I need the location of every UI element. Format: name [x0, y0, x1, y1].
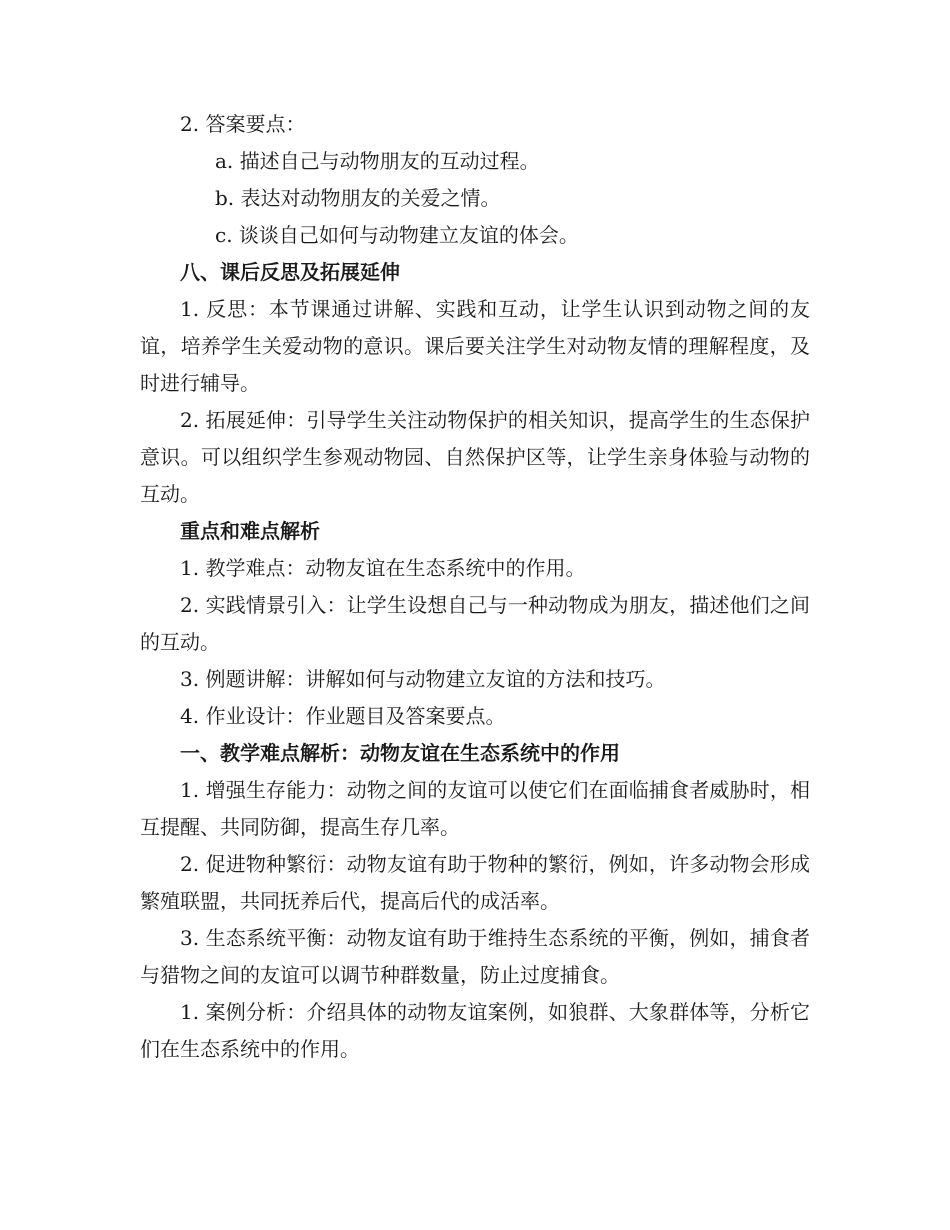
analysis-point-2: 2. 促进物种繁衍：动物友谊有助于物种的繁衍，例如，许多动物会形成繁殖联盟，共同抚养后代，提高后代的成活率。	[140, 852, 810, 913]
paragraph-reflection: 1. 反思：本节课通过讲解、实践和互动，让学生认识到动物之间的友谊，培养学生关爱动物的意识。课后要关注学生对动物友情的理解程度，及时进行辅导。	[140, 297, 810, 395]
paragraph-extension: 2. 拓展延伸：引导学生关注动物保护的相关知识，提高学生的生态保护意识。可以组织学生参观动物园、自然保护区等，让学生亲身体验与动物的互动。	[140, 408, 810, 506]
key-point-1: 1. 教学难点：动物友谊在生态系统中的作用。	[180, 556, 586, 580]
answer-points-heading: 2. 答案要点：	[180, 112, 306, 136]
document-body	[140, 106, 810, 1068]
key-point-3: 3. 例题讲解：讲解如何与动物建立友谊的方法和技巧。	[180, 667, 666, 691]
case-analysis: 1. 案例分析：介绍具体的动物友谊案例，如狼群、大象群体等，分析它们在生态系统中的作用。	[140, 1000, 810, 1061]
section-heading-key-points: 重点和难点解析	[180, 519, 320, 543]
answer-point-c: c. 谈谈自己如何与动物建立友谊的体会。	[215, 223, 579, 247]
analysis-point-1: 1. 增强生存能力：动物之间的友谊可以使它们在面临捕食者威胁时，相互提醒、共同防御，提高生存几率。	[140, 778, 810, 839]
key-point-4: 4. 作业设计：作业题目及答案要点。	[180, 704, 506, 728]
section-heading-reflection: 八、课后反思及拓展延伸	[180, 260, 400, 284]
section-heading-difficulty-analysis: 一、教学难点解析：动物友谊在生态系统中的作用	[180, 741, 620, 765]
answer-point-b: b. 表达对动物朋友的关爱之情。	[215, 186, 501, 210]
answer-point-a: a. 描述自己与动物朋友的互动过程。	[215, 149, 540, 173]
analysis-point-3: 3. 生态系统平衡：动物友谊有助于维持生态系统的平衡，例如，捕食者与猎物之间的友谊可以调节种群数量，防止过度捕食。	[140, 926, 810, 987]
key-point-2: 2. 实践情景引入：让学生设想自己与一种动物成为朋友，描述他们之间的互动。	[140, 593, 810, 654]
